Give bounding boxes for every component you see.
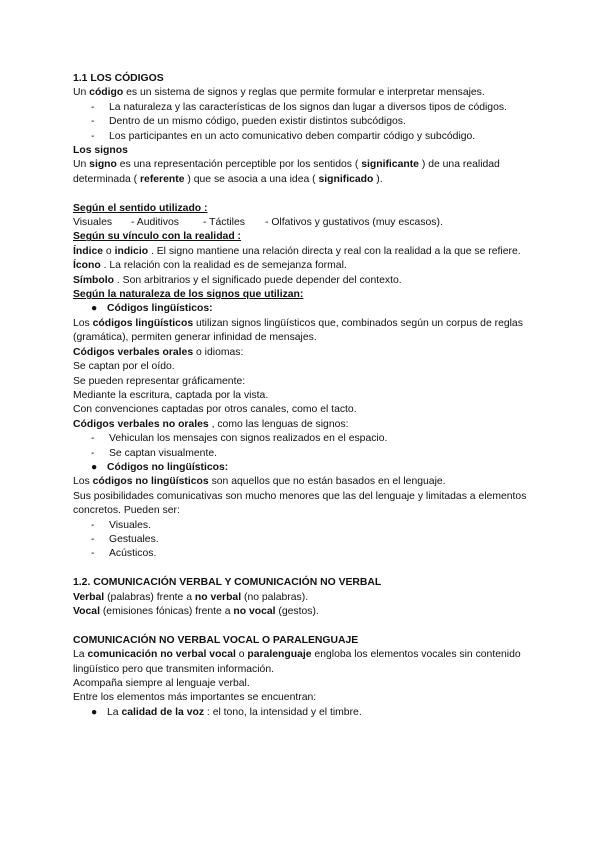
paragraph-posibilidades: Sus posibilidades comunicativas son mucho menores que las del lenguaje y limitadas a elementos concretos. Pueden ser: (73, 490, 527, 517)
paragraph-vocal: Vocal (emisiones fónicas) frente a no vocal (gestos). (73, 606, 319, 617)
text-line: Mediante la escritura, captada por la vista. (73, 389, 269, 401)
paragraph-verbal: Verbal (palabras) frente a no verbal (no palabras). (73, 591, 309, 603)
list-item: - La naturaleza y las características de los signos dan lugar a diversos tipos de códigos. (91, 101, 507, 113)
sentido-types-line: Visuales - Auditivos - Táctiles - Olfativos y gustativos (muy escasos). (73, 217, 443, 229)
bullet-item: ● Códigos no lingüísticos: (91, 461, 229, 473)
list-item: - Dentro de un mismo código, pueden existir distintos subcódigos. (91, 116, 406, 128)
list-item: - Acústicos. (91, 548, 157, 560)
heading-vinculo: Según su vínculo con la realidad : (73, 231, 242, 243)
text-line: Entre los elementos más importantes se encuentran: (73, 692, 317, 704)
paragraph-no-orales: Códigos verbales no orales , como las lenguas de signos: (73, 418, 349, 430)
text-line: Se pueden representar gráficamente: (73, 375, 246, 387)
paragraph-signo-definition: Un signo es una representación perceptible por los sentidos ( significante ) de una realidad determinada ( referente ) que se asocia a una idea ( significado ). (73, 159, 500, 185)
text-line: Con convenciones captadas por otros canales, como el tacto. (73, 404, 357, 416)
paragraph-no-linguisticos: Los códigos no lingüísticos son aquellos que no están basados en el lenguaje. (73, 476, 446, 488)
list-item: - Se captan visualmente. (91, 447, 218, 459)
paragraph-paralenguaje: La comunicación no verbal vocal o paralenguaje engloba los elementos vocales sin contenido lingüístico pero que transmiten información. (73, 649, 521, 675)
list-item: - Visuales. (91, 519, 151, 531)
text-line: Se captan por el oído. (73, 361, 175, 373)
list-item: - Gestuales. (91, 533, 159, 545)
subtitle-signos: Los signos (73, 145, 128, 157)
heading-sentido: Según el sentido utilizado : (73, 202, 208, 214)
heading-naturaleza: Según la naturaleza de los signos que utilizan: (73, 289, 304, 301)
paragraph-orales: Códigos verbales orales o idiomas: (73, 346, 244, 358)
paragraph-codigo-definition: Un código es un sistema de signos y reglas que permite formular e interpretar mensajes. (73, 87, 485, 99)
text-line: Acompaña siempre al lenguaje verbal. (73, 678, 250, 690)
section-title-comunicacion: 1.2. COMUNICACIÓN VERBAL Y COMUNICACIÓN NO VERBAL (73, 577, 382, 589)
paragraph-linguisticos: Los códigos lingüísticos utilizan signos lingüísticos que, combinados según un corpus de reglas (gramática), permiten generar infinidad de mensajes. (73, 317, 523, 344)
bullet-item: ● Códigos lingüísticos: (91, 303, 213, 315)
section-title-paralenguaje: COMUNICACIÓN NO VERBAL VOCAL O PARALENGUAJE (73, 634, 359, 646)
bullet-item: ● La calidad de la voz : el tono, la intensidad y el timbre. (91, 706, 362, 718)
list-item: - Los participantes en un acto comunicativo deben compartir código y subcódigo. (91, 130, 476, 142)
paragraph-icono: Ícono . La relación con la realidad es de semejanza formal. (73, 260, 347, 272)
paragraph-indice: Índice o indicio . El signo mantiene una relación directa y real con la realidad a la que se refiere. (73, 245, 521, 257)
list-item: - Vehiculan los mensajes con signos realizados en el espacio. (91, 433, 388, 445)
paragraph-simbolo: Símbolo . Son arbitrarios y el significado puede depender del contexto. (73, 274, 402, 286)
section-title-codigos: 1.1 LOS CÓDIGOS (73, 73, 164, 84)
